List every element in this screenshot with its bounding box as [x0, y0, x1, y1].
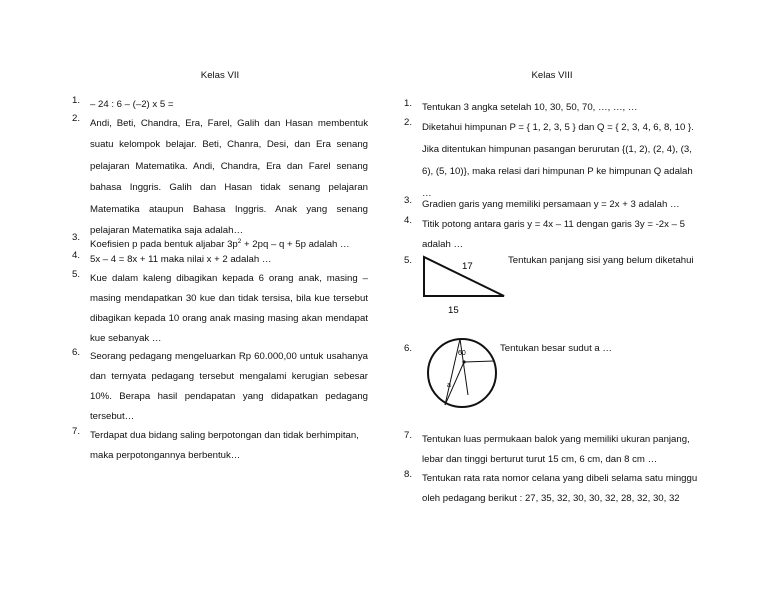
angle-a-label: a [447, 382, 451, 389]
question-text: Diketahui himpunan P = { 1, 2, 3, 5 } dan Q = { 2, 3, 4, 6, 8, 10 }. Jika ditentukan himpunan pasangan berurutan {(1, 2), (2, 4), (3, 6), (5, 10)}, maka relasi dari himpunan P ke himpunan Q adalah … [422, 122, 694, 199]
question-number: 4. [72, 250, 81, 261]
question-text: Kue dalam kaleng dibagikan kepada 6 orang anak, masing – masing mendapatkan 30 kue dan tidak tersisa, bila kue tersebut dibagikan kepada 10 orang anak masing masing akan mendapat kue sebanyak … [90, 273, 368, 344]
question-number: 5. [72, 269, 81, 280]
question-text: Gradien garis yang memiliki persamaan y = 2x + 3 adalah … [422, 199, 680, 210]
question-text-part: + 2pq – q + 5p adalah … [241, 239, 350, 251]
center-point [462, 360, 465, 363]
question-number: 6. [404, 343, 413, 354]
question-text: Tentukan luas permukaan balok yang memiliki ukuran panjang, lebar dan tinggi berturut turut 15 cm, 6 cm, dan 8 cm … [422, 434, 690, 465]
question-number: 1. [404, 98, 413, 109]
heading-kelas-vii: Kelas VII [200, 70, 240, 81]
question-text: – 24 : 6 – (–2) x 5 = [90, 99, 174, 110]
question-text: Tentukan 3 angka setelah 10, 30, 50, 70, …, …, … [422, 102, 638, 113]
question-number: 2. [404, 117, 413, 128]
chord-line [445, 339, 460, 405]
radius-line [464, 361, 494, 362]
base-label: 15 [448, 305, 459, 316]
question-text: Titik potong antara garis y = 4x – 11 dengan garis 3y = -2x – 5 adalah … [422, 219, 685, 250]
question-number: 7. [404, 430, 413, 441]
question-number: 3. [404, 195, 413, 206]
question-text: Tentukan rata rata nomor celana yang dibeli selama satu minggu oleh pedagang berikut : 27, 35, 32, 30, 30, 32, 28, 32, 30, 32 [422, 473, 698, 504]
question-number: 1. [72, 95, 81, 106]
chord-line [460, 339, 468, 395]
circle-figure [422, 335, 506, 413]
question-text: 5x – 4 = 8x + 11 maka nilai x + 2 adalah … [90, 254, 272, 265]
question-number: 3. [72, 232, 81, 243]
right-triangle-figure [418, 251, 518, 321]
question-number: 8. [404, 469, 413, 480]
question-number: 7. [72, 426, 81, 437]
heading-kelas-viii: Kelas VIII [531, 70, 573, 81]
question-text-part: Koefisien p pada bentuk aljabar 3p [90, 239, 238, 251]
question-number: 2. [72, 113, 81, 124]
question-number: 6. [72, 347, 81, 358]
question-text: Seorang pedagang mengeluarkan Rp 60.000,00 untuk usahanya dan ternyata pedagang tersebut mengalami kerugian sebesar 10%. Berapa hasil pendapatan yang didapatkan pedagang tersebut… [90, 351, 368, 422]
question-number: 4. [404, 215, 413, 226]
question-number: 5. [404, 255, 413, 266]
question-text: Tentukan besar sudut a … [500, 343, 612, 354]
hypotenuse-label: 17 [462, 261, 473, 272]
angle-label: 60 [458, 350, 466, 357]
exponent: 2 [237, 238, 242, 245]
question-text: Tentukan panjang sisi yang belum diketahui [508, 255, 694, 266]
question-text: Andi, Beti, Chandra, Era, Farel, Galih dan Hasan membentuk suatu kelompok belajar. Beti, Chanra, Desi, dan Era senang pelajaran Matematika. Andi, Chandra, Era dan Farel senang bahasa Inggris. Galih dan Hasan tidak senang pelajaran Matematika ataupun Bahasa Inggris. Anak yang senang pelajaran Matematika saja adalah… [90, 118, 368, 237]
question-text: Terdapat dua bidang saling berpotongan dan tidak berhimpitan, maka perpotongannya berbentuk… [90, 430, 359, 461]
